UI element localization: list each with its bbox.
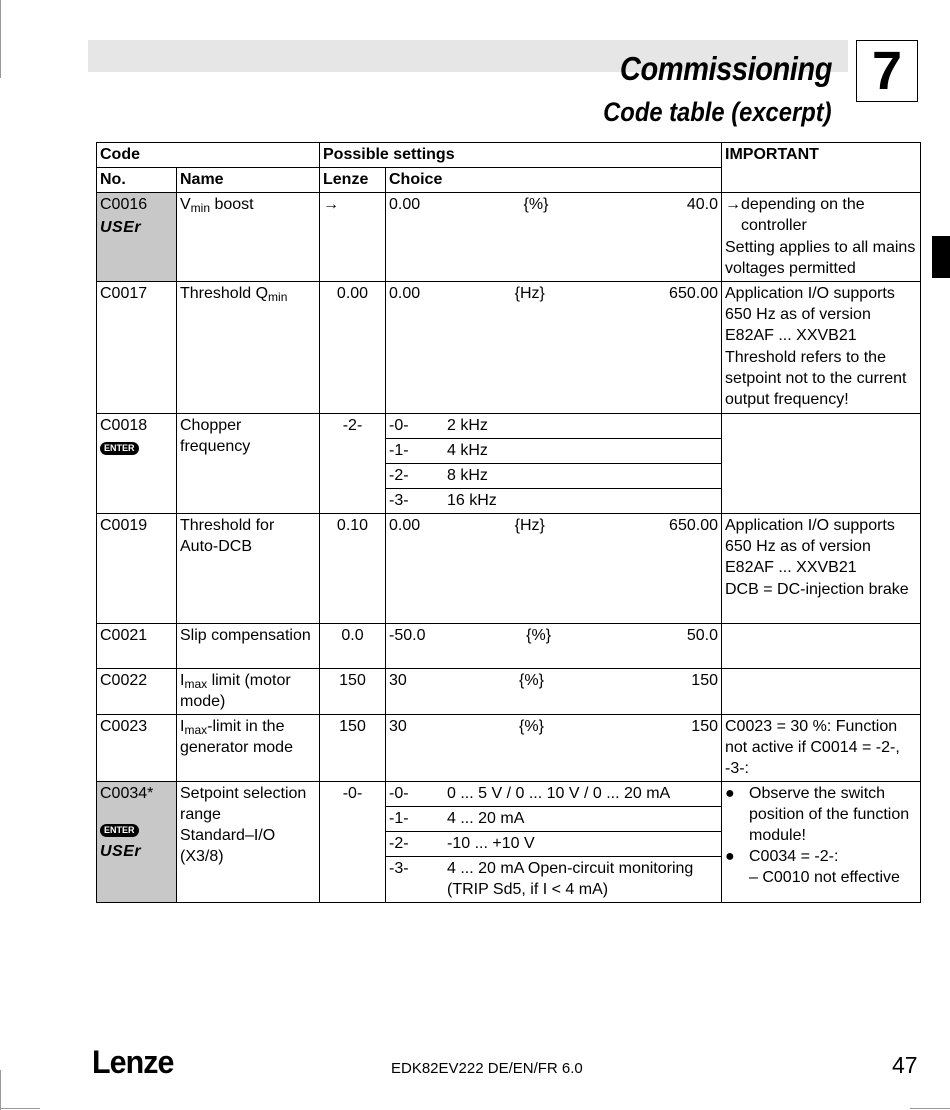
name-text: Standard–I/O (X3/8) xyxy=(180,827,276,865)
option-key: -1- xyxy=(389,810,409,827)
choice-min: 0.00 xyxy=(389,196,421,213)
lenze-value: → xyxy=(320,193,386,282)
important-cell xyxy=(722,514,921,624)
important-cell xyxy=(722,193,921,282)
page-title: Commissioning xyxy=(619,50,832,87)
table-row xyxy=(97,782,921,807)
choice-unit: {%} xyxy=(523,196,549,213)
name-text: -limit in the generator mode xyxy=(180,718,293,756)
header-no: No. xyxy=(97,168,177,193)
code-number: C0034* xyxy=(100,785,154,802)
code-number: C0019 xyxy=(97,514,177,624)
important-cell xyxy=(722,669,921,715)
lenze-value: 0.00 xyxy=(320,282,386,414)
code-number: C0022 xyxy=(97,669,177,715)
name-text: Setpoint selection range xyxy=(180,785,307,823)
lenze-logo: Lenze xyxy=(92,1044,174,1080)
code-name xyxy=(177,669,320,715)
lenze-value: -0- xyxy=(320,782,386,903)
important-cell xyxy=(722,414,921,514)
choice-cell xyxy=(386,624,722,669)
choice-option xyxy=(386,782,722,807)
lenze-value: 150 xyxy=(320,669,386,715)
name-text: I xyxy=(180,672,185,689)
choice-option xyxy=(386,489,722,514)
code-name xyxy=(177,193,320,282)
choice-option xyxy=(386,832,722,857)
code-cell xyxy=(97,193,177,282)
crop-mark xyxy=(0,0,1,78)
choice-max: 50.0 xyxy=(686,627,718,644)
option-value: -10 ... +10 V xyxy=(447,835,535,852)
choice-unit: {Hz} xyxy=(514,285,545,302)
lenze-value: 150 xyxy=(320,715,386,782)
table-row xyxy=(97,282,921,414)
important-bullet xyxy=(725,846,917,867)
code-number: C0021 xyxy=(97,624,177,669)
choice-unit: {Hz} xyxy=(514,517,545,534)
document-id: EDK82EV222 DE/EN/FR 6.0 xyxy=(391,1060,583,1077)
code-name xyxy=(177,282,320,414)
bullet-text: Observe the switch position of the function module! xyxy=(749,785,910,844)
user-menu-badge: USEr xyxy=(100,843,142,860)
page-number: 47 xyxy=(892,1052,918,1078)
chapter-thumb-tab xyxy=(932,236,950,278)
option-key: -2- xyxy=(389,835,409,852)
option-value: 4 ... 20 mA xyxy=(447,810,525,827)
crop-mark xyxy=(0,1070,1,1110)
crop-mark xyxy=(0,1108,40,1109)
choice-cell xyxy=(386,715,722,782)
important-cell xyxy=(722,282,921,414)
bullet-subtext: – C0010 not effective xyxy=(749,869,900,886)
important-bullet xyxy=(725,783,917,846)
enter-key-icon: ENTER xyxy=(100,442,139,455)
option-key: -0- xyxy=(389,785,409,802)
choice-option xyxy=(386,414,722,439)
choice-max: 40.0 xyxy=(686,196,718,213)
option-key: -1- xyxy=(389,442,409,459)
code-cell xyxy=(97,414,177,514)
important-note: →depending on the controller xyxy=(725,196,865,234)
code-table xyxy=(96,142,921,903)
option-key: -2- xyxy=(389,467,409,484)
choice-cell xyxy=(386,282,722,414)
option-value: 8 kHz xyxy=(447,467,488,484)
choice-cell xyxy=(386,669,722,715)
code-number: C0018 xyxy=(100,417,148,434)
table-row xyxy=(97,514,921,624)
bullet-icon: ● xyxy=(725,785,735,802)
option-value: 4 ... 20 mA Open-circuit monitoring (TRIP Sd5, if I < 4 mA) xyxy=(447,860,694,898)
table-row xyxy=(97,669,921,715)
table-row xyxy=(97,414,921,439)
choice-min: 30 xyxy=(389,718,407,735)
choice-cell xyxy=(386,193,722,282)
table-row xyxy=(97,715,921,782)
choice-min: 0.00 xyxy=(389,517,421,534)
option-value: 4 kHz xyxy=(447,442,488,459)
option-key: -3- xyxy=(389,860,409,877)
code-name xyxy=(177,715,320,782)
important-note: C0023 = 30 %: Function not active if C0014 = -2-, -3-: xyxy=(722,715,921,782)
choice-min: 30 xyxy=(389,672,407,689)
header-code: Code xyxy=(97,143,320,168)
choice-cell xyxy=(386,514,722,624)
choice-option xyxy=(386,439,722,464)
user-menu-badge: USEr xyxy=(100,219,142,236)
code-name: Threshold for Auto-DCB xyxy=(177,514,320,624)
important-note: Threshold refers to the setpoint not to the current output frequency! xyxy=(725,349,907,408)
choice-option xyxy=(386,857,722,903)
name-text: V xyxy=(180,196,191,213)
name-subscript: min xyxy=(268,290,288,304)
important-cell xyxy=(722,624,921,669)
chapter-number: 7 xyxy=(856,40,918,102)
code-name: Slip compensation xyxy=(177,624,320,669)
name-subscript: max xyxy=(184,677,208,691)
choice-min: -50.0 xyxy=(389,627,426,644)
header-lenze: Lenze xyxy=(320,168,386,193)
option-key: -3- xyxy=(389,492,409,509)
table-header-row xyxy=(97,143,921,168)
choice-option xyxy=(386,807,722,832)
choice-max: 150 xyxy=(691,672,718,689)
name-text: I xyxy=(180,718,185,735)
code-number: C0023 xyxy=(97,715,177,782)
bullet-text: C0034 = -2-: xyxy=(749,848,839,865)
lenze-value: 0.0 xyxy=(320,624,386,669)
code-name xyxy=(177,782,320,903)
important-note: Application I/O supports 650 Hz as of version E82AF ... XXVB21 xyxy=(725,285,895,344)
choice-option xyxy=(386,464,722,489)
header-name: Name xyxy=(177,168,320,193)
enter-key-icon: ENTER xyxy=(100,824,139,837)
code-cell xyxy=(97,782,177,903)
name-text: Threshold Q xyxy=(180,285,269,302)
page-subtitle: Code table (excerpt) xyxy=(603,97,832,127)
choice-min: 0.00 xyxy=(389,285,421,302)
header-important: IMPORTANT xyxy=(722,143,921,193)
code-number: C0017 xyxy=(97,282,177,414)
lenze-value: 0.10 xyxy=(320,514,386,624)
choice-max: 650.00 xyxy=(669,517,718,534)
important-note: Application I/O supports 650 Hz as of version E82AF ... XXVB21 xyxy=(725,517,895,576)
important-cell xyxy=(722,782,921,903)
choice-unit: {%} xyxy=(526,627,552,644)
crop-mark xyxy=(910,1108,950,1109)
code-number: C0016 xyxy=(100,196,148,213)
option-value: 16 kHz xyxy=(447,492,497,509)
option-value: 0 ... 5 V / 0 ... 10 V / 0 ... 20 mA xyxy=(447,785,671,802)
important-note: Setting applies to all mains voltages permitted xyxy=(725,239,916,277)
table-row xyxy=(97,624,921,669)
bullet-icon: ● xyxy=(725,848,735,865)
name-text: limit (motor mode) xyxy=(180,672,291,710)
name-subscript: max xyxy=(184,723,208,737)
header-possible-settings: Possible settings xyxy=(320,143,722,168)
option-value: 2 kHz xyxy=(447,417,488,434)
important-note: DCB = DC-injection brake xyxy=(725,581,909,598)
option-key: -0- xyxy=(389,417,409,434)
header-choice: Choice xyxy=(386,168,722,193)
code-name: Chopper frequency xyxy=(177,414,320,514)
choice-unit: {%} xyxy=(519,718,544,735)
table-row xyxy=(97,193,921,282)
name-subscript: min xyxy=(190,201,211,215)
lenze-value: -2- xyxy=(320,414,386,514)
choice-max: 150 xyxy=(691,718,718,735)
choice-unit: {%} xyxy=(519,672,544,689)
name-text: boost xyxy=(210,196,254,213)
choice-max: 650.00 xyxy=(669,285,718,302)
